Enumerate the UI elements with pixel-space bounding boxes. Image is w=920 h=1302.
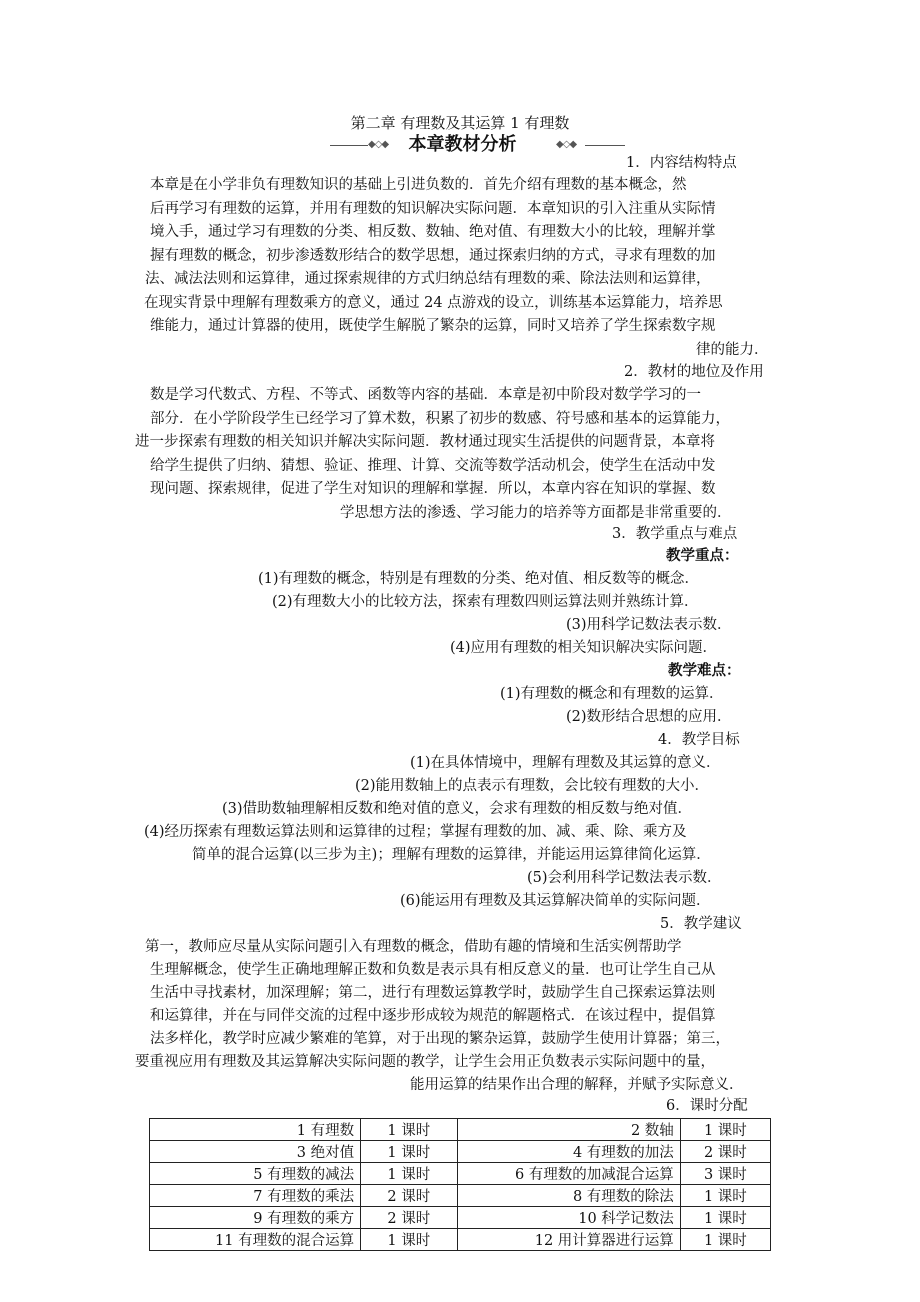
hours-cell: 2 课时 bbox=[361, 1185, 457, 1207]
paragraph-line: 现问题、探索规律，促进了学生对知识的理解和掌握．所以，本章内容在知识的掌握、数 bbox=[150, 481, 716, 497]
page-title: 第二章 有理数及其运算 1 有理数 bbox=[350, 114, 570, 132]
hours-cell: 1 课时 bbox=[680, 1185, 770, 1207]
hours-cell: 1 课时 bbox=[361, 1119, 457, 1141]
paragraph-line: 和运算律，并在与同伴交流的过程中逐步形成较为规范的解题格式．在该过程中，提倡算 bbox=[150, 1008, 716, 1024]
hours-cell: 1 课时 bbox=[361, 1229, 457, 1251]
hours-cell: 2 课时 bbox=[361, 1207, 457, 1229]
lesson-cell: 9 有理数的乘方 bbox=[150, 1207, 361, 1229]
section1-heading: 1．内容结构特点 bbox=[626, 155, 737, 171]
table-row bbox=[150, 1229, 771, 1251]
difficult-points-label: 教学难点： bbox=[668, 663, 741, 679]
paragraph-line: 握有理数的概念，初步渗透数形结合的数学思想，通过探索归纳的方式，寻求有理数的加 bbox=[150, 248, 716, 264]
banner-title: 本章教材分析 bbox=[408, 134, 517, 155]
banner-ornament-left-icon: ◆◇◆ bbox=[368, 139, 389, 150]
paragraph-line: 境入手，通过学习有理数的分类、相反数、数轴、绝对值、有理数大小的比较，理解并掌 bbox=[150, 224, 716, 240]
lesson-cell: 4 有理数的加法 bbox=[457, 1141, 680, 1163]
lesson-cell: 8 有理数的除法 bbox=[457, 1185, 680, 1207]
paragraph-line: 要重视应用有理数及其运算解决实际问题的教学，让学生会用正负数表示实际问题中的量， bbox=[135, 1054, 715, 1070]
objective-item: (2)能用数轴上的点表示有理数，会比较有理数的大小． bbox=[355, 778, 710, 794]
lesson-cell: 11 有理数的混合运算 bbox=[150, 1229, 361, 1251]
lesson-cell: 10 科学记数法 bbox=[457, 1207, 680, 1229]
paragraph-line: 维能力，通过计算器的使用，既使学生解脱了繁杂的运算，同时又培养了学生探索数字规 bbox=[150, 318, 716, 334]
key-point-item: (2)有理数大小的比较方法，探索有理数四则运算法则并熟练计算． bbox=[272, 594, 699, 610]
paragraph-line: 生理解概念，使学生正确地理解正数和负数是表示具有相反意义的量．也可让学生自己从 bbox=[150, 962, 716, 978]
key-point-item: (1)有理数的概念，特别是有理数的分类、绝对值、相反数等的概念． bbox=[258, 571, 700, 587]
lesson-cell: 3 绝对值 bbox=[150, 1141, 361, 1163]
paragraph-line: 后再学习有理数的运算，并用有理数的知识解决实际问题．本章知识的引入注重从实际情 bbox=[150, 201, 716, 217]
objective-item: 简单的混合运算(以三步为主)；理解有理数的运算律，并能运用运算律简化运算． bbox=[192, 847, 711, 863]
objective-item: (4)经历探索有理数运算法则和运算律的过程；掌握有理数的加、减、乘、除、乘方及 bbox=[144, 824, 687, 840]
lesson-cell: 2 数轴 bbox=[457, 1119, 680, 1141]
paragraph-line: 能用运算的结果作出合理的解释，并赋予实际意义． bbox=[410, 1077, 744, 1093]
hours-cell: 1 课时 bbox=[680, 1207, 770, 1229]
hours-cell: 3 课时 bbox=[680, 1163, 770, 1185]
key-point-item: (4)应用有理数的相关知识解决实际问题． bbox=[450, 640, 718, 656]
table-row bbox=[150, 1163, 771, 1185]
paragraph-line: 给学生提供了归纳、猜想、验证、推理、计算、交流等数学活动机会，使学生在活动中发 bbox=[150, 458, 716, 474]
paragraph-line: 在现实背景中理解有理数乘方的意义，通过 24 点游戏的设立，训练基本运算能力，培养思 bbox=[144, 295, 723, 311]
objective-item: (3)借助数轴理解相反数和绝对值的意义，会求有理数的相反数与绝对值． bbox=[222, 801, 693, 817]
schedule-table bbox=[149, 1118, 771, 1251]
table-row bbox=[150, 1141, 771, 1163]
lesson-cell: 12 用计算器进行运算 bbox=[457, 1229, 680, 1251]
hours-cell: 1 课时 bbox=[361, 1141, 457, 1163]
table-row bbox=[150, 1185, 771, 1207]
lesson-cell: 5 有理数的减法 bbox=[150, 1163, 361, 1185]
hours-cell: 2 课时 bbox=[680, 1141, 770, 1163]
paragraph-line: 进一步探索有理数的相关知识并解决实际问题．教材通过现实生活提供的问题背景，本章将 bbox=[135, 434, 715, 450]
hours-cell: 1 课时 bbox=[680, 1229, 770, 1251]
lesson-cell: 6 有理数的加减混合运算 bbox=[457, 1163, 680, 1185]
hours-cell: 1 课时 bbox=[361, 1163, 457, 1185]
objective-item: (6)能运用有理数及其运算解决简单的实际问题． bbox=[400, 893, 711, 909]
paragraph-line: 法多样化，教学时应减少繁难的笔算，对于出现的繁杂运算，鼓励学生使用计算器；第三， bbox=[150, 1031, 730, 1047]
objective-item: (1)在具体情境中，理解有理数及其运算的意义． bbox=[410, 755, 721, 771]
table-row bbox=[150, 1119, 771, 1141]
difficult-point-item: (1)有理数的概念和有理数的运算． bbox=[500, 686, 724, 702]
table-row bbox=[150, 1207, 771, 1229]
lesson-cell: 1 有理数 bbox=[150, 1119, 361, 1141]
objective-item: (5)会利用科学记数法表示数． bbox=[527, 870, 722, 886]
banner-ornament-right-icon: ◆◇◆ bbox=[556, 139, 577, 150]
paragraph-line: 生活中寻找素材，加深理解；第二，进行有理数运算教学时，鼓励学生自己探索运算法则 bbox=[150, 985, 716, 1001]
paragraph-line: 部分．在小学阶段学生已经学习了算术数，积累了初步的数感、符号感和基本的运算能力， bbox=[150, 411, 730, 427]
key-points-label: 教学重点： bbox=[666, 548, 739, 564]
chapter-banner bbox=[330, 133, 595, 157]
section3-heading: 3．教学重点与难点 bbox=[612, 526, 738, 542]
paragraph-line: 学思想方法的渗透、学习能力的培养等方面都是非常重要的． bbox=[340, 505, 732, 521]
paragraph-line: 本章是在小学非负有理数知识的基础上引进负数的．首先介绍有理数的基本概念，然 bbox=[150, 177, 687, 193]
banner-rule-right bbox=[585, 145, 625, 146]
section5-heading: 5．教学建议 bbox=[660, 916, 742, 932]
hours-cell: 1 课时 bbox=[680, 1119, 770, 1141]
paragraph-line: 法、减法法则和运算律，通过探索规律的方式归纳总结有理数的乘、除法法则和运算律， bbox=[145, 271, 711, 287]
key-point-item: (3)用科学记数法表示数． bbox=[566, 617, 732, 633]
section4-heading: 4．教学目标 bbox=[658, 732, 740, 748]
lesson-cell: 7 有理数的乘法 bbox=[150, 1185, 361, 1207]
section6-heading: 6．课时分配 bbox=[666, 1098, 748, 1114]
section2-heading: 2．教材的地位及作用 bbox=[624, 364, 764, 380]
difficult-point-item: (2)数形结合思想的应用． bbox=[566, 709, 732, 725]
paragraph-line: 律的能力． bbox=[696, 342, 769, 358]
paragraph-line: 数是学习代数式、方程、不等式、函数等内容的基础．本章是初中阶段对数学学习的一 bbox=[150, 387, 701, 403]
paragraph-line: 第一，教师应尽量从实际问题引入有理数的概念，借助有趣的情境和生活实例帮助学 bbox=[145, 939, 682, 955]
